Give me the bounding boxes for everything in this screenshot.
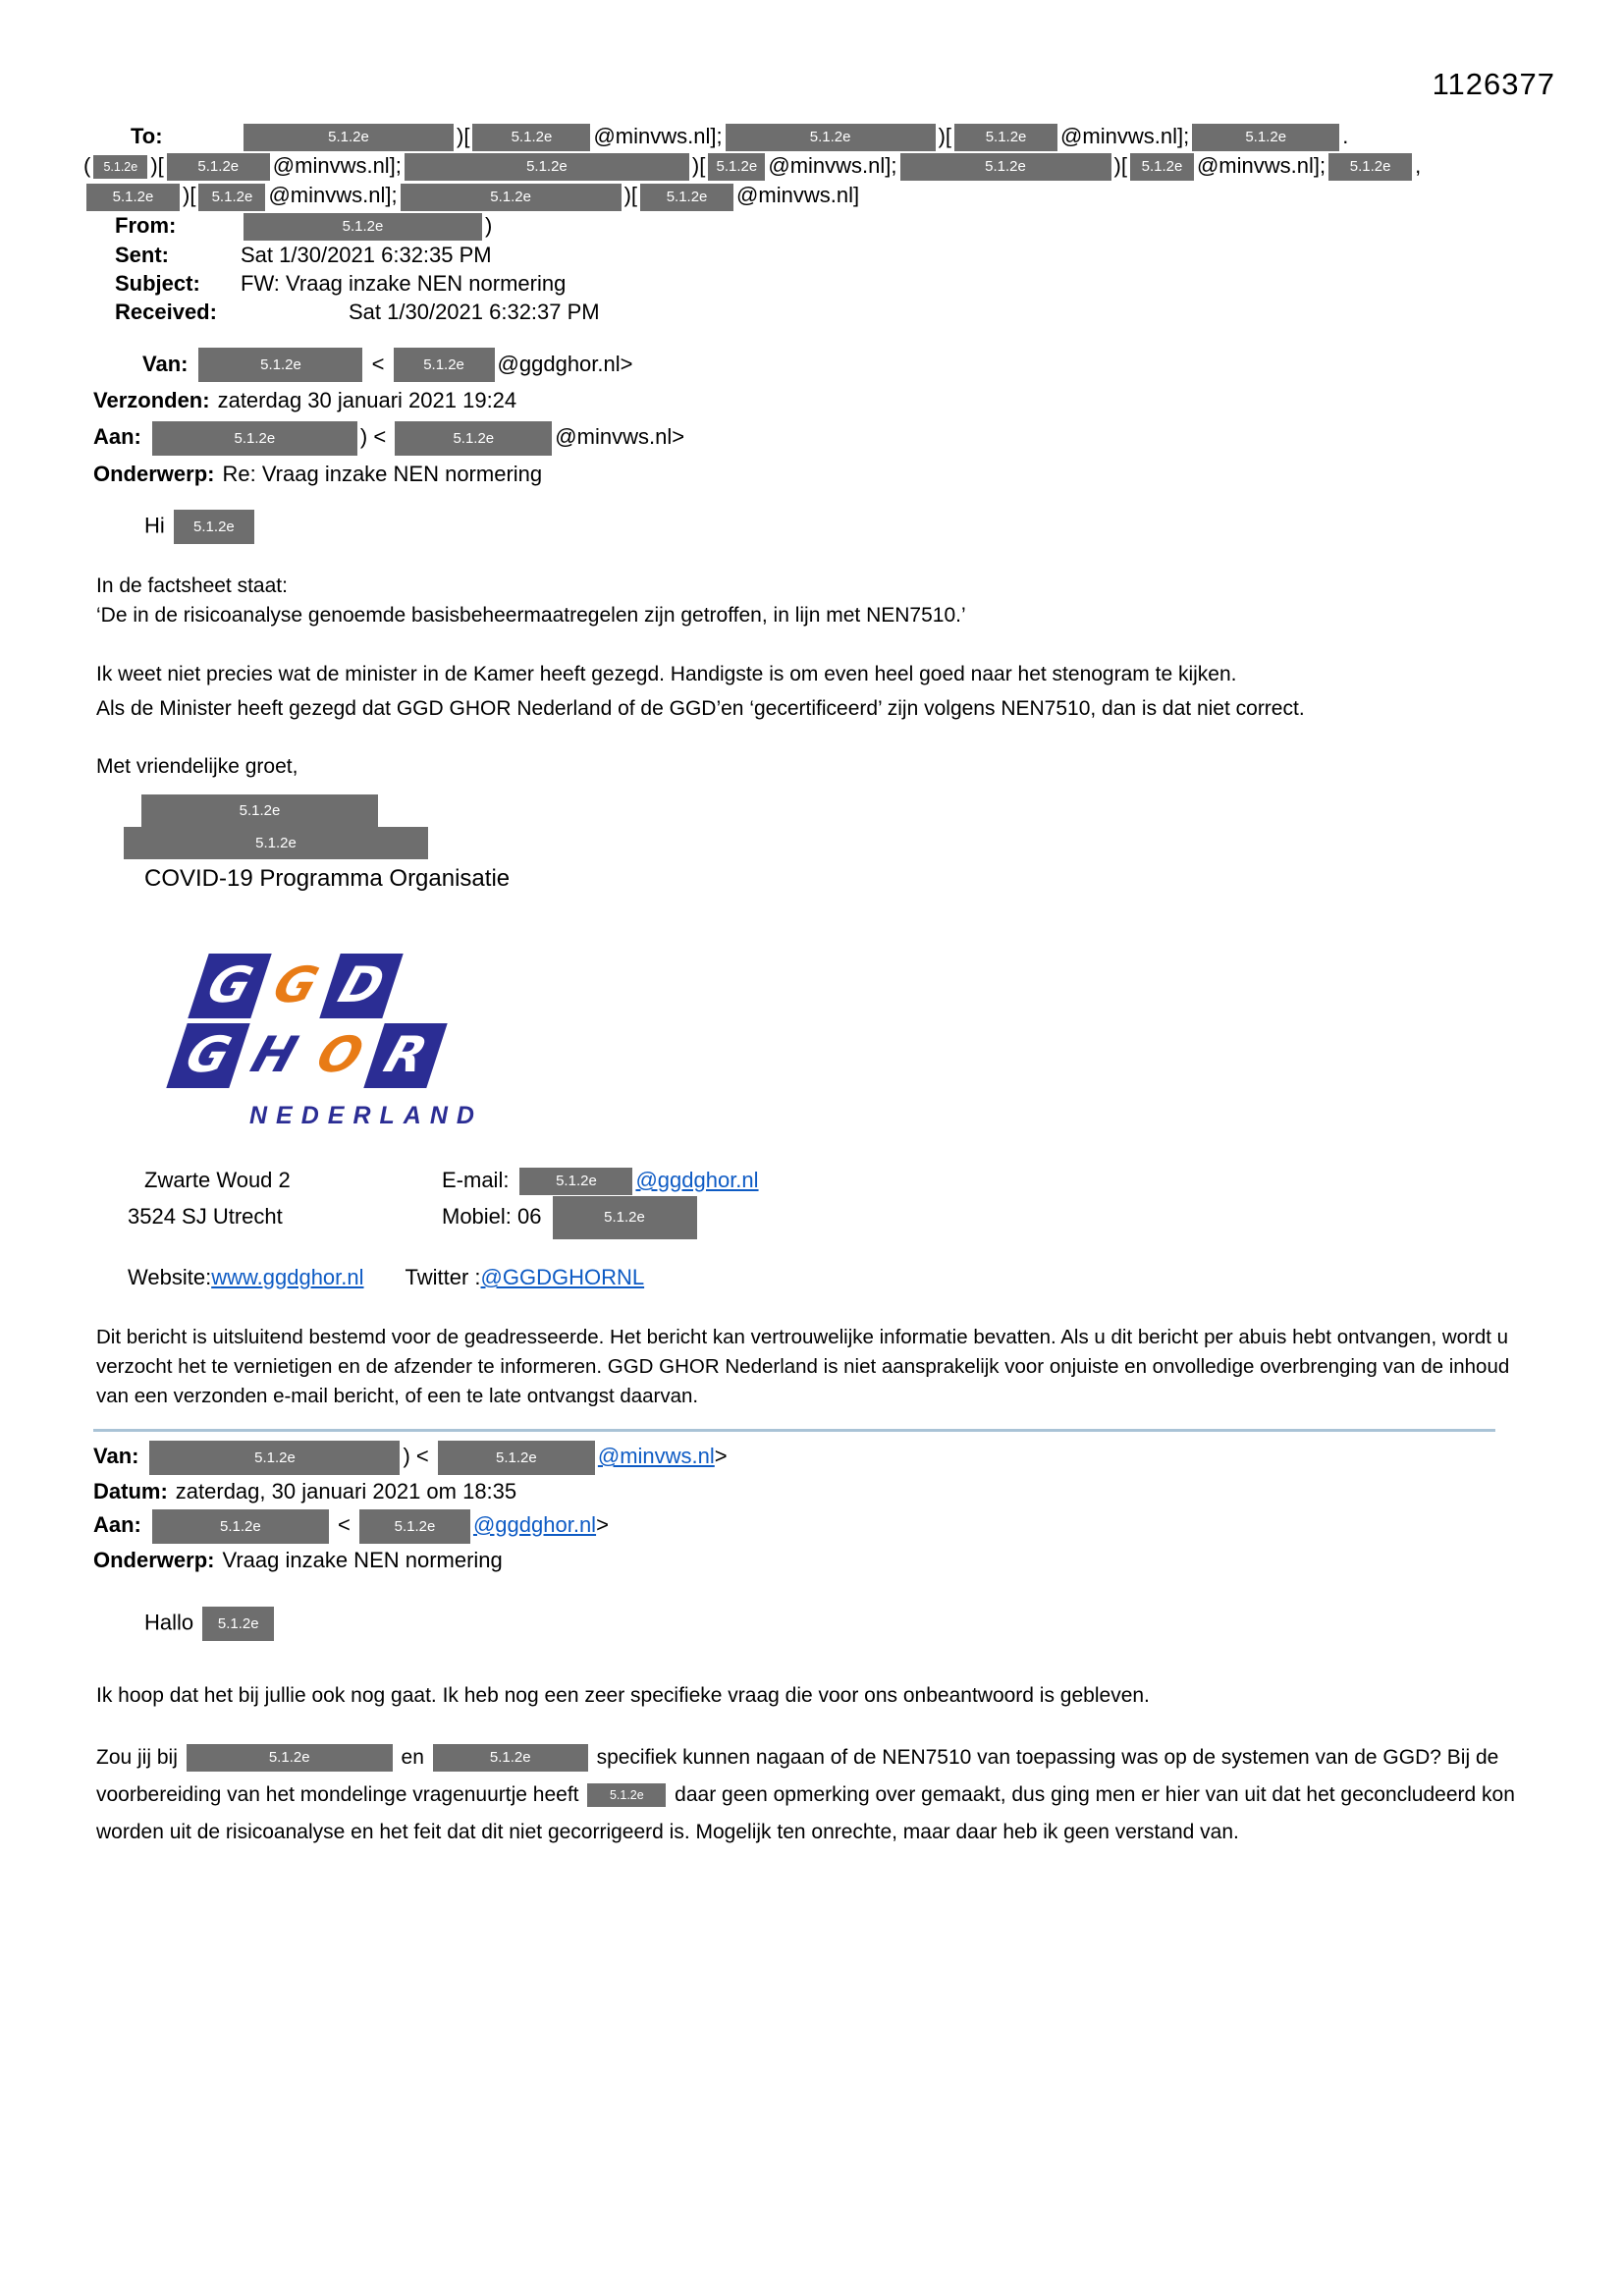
header-text: @ggdghor.nl> [497,351,633,376]
header-text: @minvws.nl]; [1060,124,1190,148]
redaction-box: 5.1.2e [587,1783,666,1807]
header-text: > [714,1444,728,1469]
separator-line [93,1429,1495,1432]
received-value: Sat 1/30/2021 6:32:37 PM [349,299,600,324]
ggd-ghor-logo [177,954,1624,1130]
header-text: )[ [150,153,164,179]
header-text: daar geen opmerking over gemaakt, dus ging men er hier van uit dat het geconcludeerd kon worden uit de risicoanalyse en het feit dat dit niet gecorrigeerd is. Mogelijk ten onrechte, maar daar heb ik geen verstand van. [96,1782,1515,1843]
body2-paragraph-1: Ik hoop dat het bij jullie ook nog gaat. Ik heb nog een zeer specifieke vraag die voor ons onbeantwoord is gebleven. [96,1683,1150,1707]
aan-label: Aan: [93,424,141,450]
redaction-box: 5.1.2e [93,155,147,179]
email-label: E-mail: [442,1168,510,1193]
logo-letter: G [200,957,260,1014]
header-text: )[ [183,183,196,208]
redaction-bar: 5.1.2e [141,794,378,827]
fwd-datum-label: Datum: [93,1478,168,1503]
logo-letter: H [244,1026,304,1084]
header-text: en [395,1745,430,1769]
header-text: @minvws.nl]; [768,153,897,179]
body-paragraph: In de factsheet staat: [96,574,288,598]
fwd-van-label: Van: [93,1444,139,1469]
body-paragraph-line: Als de Minister heeft gezegd dat GGD GHOR Nederland of de GGD’en ‘gecertificeerd’ zijn volgens NEN7510, dan is dat niet correct. [96,697,1305,721]
contact-row-3 [128,1261,1624,1293]
header-text: @minvws.nl> [555,424,685,450]
body-quote: ‘De in de risicoanalyse genoemde basisbeheermaatregelen zijn getroffen, in lijn met NEN7510.’ [96,604,966,628]
received-label: Received: [115,299,217,324]
header-text: , [1415,153,1422,179]
van-value [195,352,632,376]
redaction-bar: 5.1.2e [124,827,428,859]
redaction-box: 5.1.2e [167,153,270,181]
redaction-box: 5.1.2e [198,184,265,211]
redaction-box: 5.1.2e [198,348,362,382]
redaction-box: 5.1.2e [726,124,936,151]
redaction-box: 5.1.2e [152,421,357,456]
subject-value: FW: Vraag inzake NEN normering [241,270,567,296]
redaction-box: 5.1.2e [708,153,765,181]
logo-letter: G [179,1026,239,1084]
email-redaction [516,1168,635,1192]
header-text: @minvws.nl] [736,183,860,208]
to-line-3 [83,181,1624,210]
organisation-name: COVID-19 Programma Organisatie [144,865,511,893]
greeting-hallo-text: Hallo [144,1609,194,1634]
fwd-onderwerp-value: Vraag inzake NEN normering [222,1547,503,1572]
outlook-header [83,122,1624,326]
header-text: )[ [1113,153,1127,179]
fwd-datum-row [93,1475,1624,1508]
redaction-box: 5.1.2e [174,510,254,544]
logo-caption: NEDERLAND [249,1102,483,1130]
header-text: )[ [938,124,952,148]
redaction-box: 5.1.2e [202,1607,274,1641]
redaction-box: 5.1.2e [553,1196,697,1239]
aan-value [149,424,684,449]
body-paragraph-line: Ik weet niet precies wat de minister in de Kamer heeft gezegd. Handigste is om even heel goed naar het stenogram te kijken. [96,663,1237,686]
header-text: . [1342,124,1349,148]
redaction-box: 5.1.2e [438,1441,595,1475]
header-text: specifiek kunnen nagaan of de NEN7510 van toepassing was op de systemen van de GGD? Bij de voorbereiding van het mondelinge vragenuurtje heeft [96,1745,1499,1806]
header-text: < [365,351,391,376]
header-text: )[ [691,153,706,179]
to-line-2 [83,151,1624,181]
from-row [83,211,1624,241]
verzonden-value: zaterdag 30 januari 2021 19:24 [217,388,517,413]
logo-letter: G [266,957,326,1014]
website-label: Website: [128,1265,212,1290]
mobiel-label: Mobiel: 06 [442,1203,542,1229]
header-text: < [331,1511,356,1537]
redaction-box: 5.1.2e [433,1744,588,1772]
subject-row [83,269,1624,298]
greeting-hallo [144,1607,1624,1641]
redaction-box: 5.1.2e [395,421,552,456]
redaction-box: 5.1.2e [640,184,733,211]
body-paragraph [96,657,1530,726]
redaction-box: 5.1.2e [1328,153,1412,181]
redaction-box: 5.1.2e [149,1441,400,1475]
email-domain-link[interactable]: @ggdghor.nl [635,1168,759,1193]
onderwerp-label: Onderwerp: [93,462,215,487]
contact-block [128,1164,1624,1293]
document-number: 1126377 [1432,67,1555,101]
fwd-van-row [93,1440,1624,1475]
redaction-box: 5.1.2e [519,1168,632,1195]
disclaimer: Dit bericht is uitsluitend bestemd voor de geadresseerde. Het bericht kan vertrouwelijke informatie bevatten. Als u dit bericht per abuis hebt ontvangen, wordt u verzocht het te vernietigen en de afzender te informeren. GGD GHOR Nederland is niet aansprakelijk voor onjuiste en onvolledige overbrenging van de inhoud van een verzonden e-mail bericht, of een te late ontvangst daarvan. [96,1326,1510,1408]
address-line-1: Zwarte Woud 2 [144,1168,291,1193]
contact-row-2 [128,1196,1624,1239]
redaction-box: 5.1.2e [244,124,454,151]
received-row [83,298,1624,326]
redaction-box: 5.1.2e [401,184,622,211]
redaction-box: 5.1.2e [359,1509,470,1544]
to-line-1 [241,124,1348,148]
logo-letter: D [332,957,392,1014]
to-label: To: [131,124,163,148]
website-link[interactable]: www.ggdghor.nl [211,1265,364,1290]
redaction-box: 5.1.2e [472,124,590,151]
onderwerp-value: Re: Vraag inzake NEN normering [222,462,543,487]
header-text: @minvws.nl]; [593,124,723,148]
reply-header [93,346,1624,492]
body2-paragraph-2 [96,1739,1530,1851]
header-text: ) < [359,424,393,450]
redaction-box: 5.1.2e [900,153,1111,181]
contact-row-1 [128,1164,1624,1196]
greeting-hi-text: Hi [144,513,165,538]
redaction-box: 5.1.2e [405,153,689,181]
redaction-box: 5.1.2e [152,1509,329,1544]
fwd-datum-value: zaterdag, 30 januari 2021 om 18:35 [175,1478,517,1503]
fwd-onderwerp-row [93,1544,1624,1577]
logo-row-ggd [198,954,1624,1020]
address-line-2: 3524 SJ Utrecht [128,1203,283,1229]
header-text: @minvws.nl]; [272,153,402,179]
verzonden-row [93,382,1624,418]
van-row [93,346,1624,383]
header-text: Zou jij bij [96,1745,184,1769]
redaction-box: 5.1.2e [954,124,1057,151]
van-label: Van: [142,351,189,376]
fwd-aan-label: Aan: [93,1511,141,1537]
redaction-box: 5.1.2e [394,348,495,382]
header-text: )[ [457,124,470,148]
redaction-box: 5.1.2e [1130,153,1194,181]
from-label: From: [115,212,177,238]
fwd-van-value [146,1444,727,1468]
sent-value: Sat 1/30/2021 6:32:35 PM [241,242,492,267]
fwd-aan-value [149,1512,609,1537]
twitter-link[interactable]: @GGDGHORNL [480,1265,645,1290]
greeting-hallo-redaction [199,1610,277,1634]
onderwerp-row [93,456,1624,492]
verzonden-label: Verzonden: [93,388,210,413]
subject-label: Subject: [115,270,200,296]
sent-row [83,241,1624,269]
mobiel-redaction [550,1204,700,1229]
fwd-onderwerp-label: Onderwerp: [93,1547,215,1572]
header-text: ) < [403,1444,435,1469]
fwd-aan-row [93,1508,1624,1544]
logo-letter: O [309,1026,370,1084]
sent-label: Sent: [115,242,169,267]
aan-row [93,418,1624,456]
logo-letter: R [377,1026,434,1084]
twitter-label: Twitter : [405,1265,481,1290]
logo-row-ghor [177,1023,1624,1090]
redaction-box: 5.1.2e [86,184,180,211]
from-value [241,213,492,238]
header-text: ( [83,153,91,179]
signature-block [124,794,1624,859]
redaction-box: 5.1.2e [1192,124,1339,151]
header-text: > [596,1511,609,1537]
closing-line: Met vriendelijke groet, [96,755,298,779]
redaction-box: 5.1.2e [244,213,482,241]
header-text: )[ [623,183,638,208]
redaction-box: 5.1.2e [187,1744,393,1772]
greeting-hi [144,510,1624,544]
header-text: ) [485,212,493,238]
forwarded-header [93,1440,1624,1576]
header-text: @minvws.nl]; [1196,153,1326,179]
email-link[interactable]: @minvws.nl [597,1444,715,1469]
greeting-hi-redaction [171,513,257,537]
email-link[interactable]: @ggdghor.nl [472,1511,597,1537]
header-text: @minvws.nl]; [268,183,398,208]
to-row [83,122,1624,151]
